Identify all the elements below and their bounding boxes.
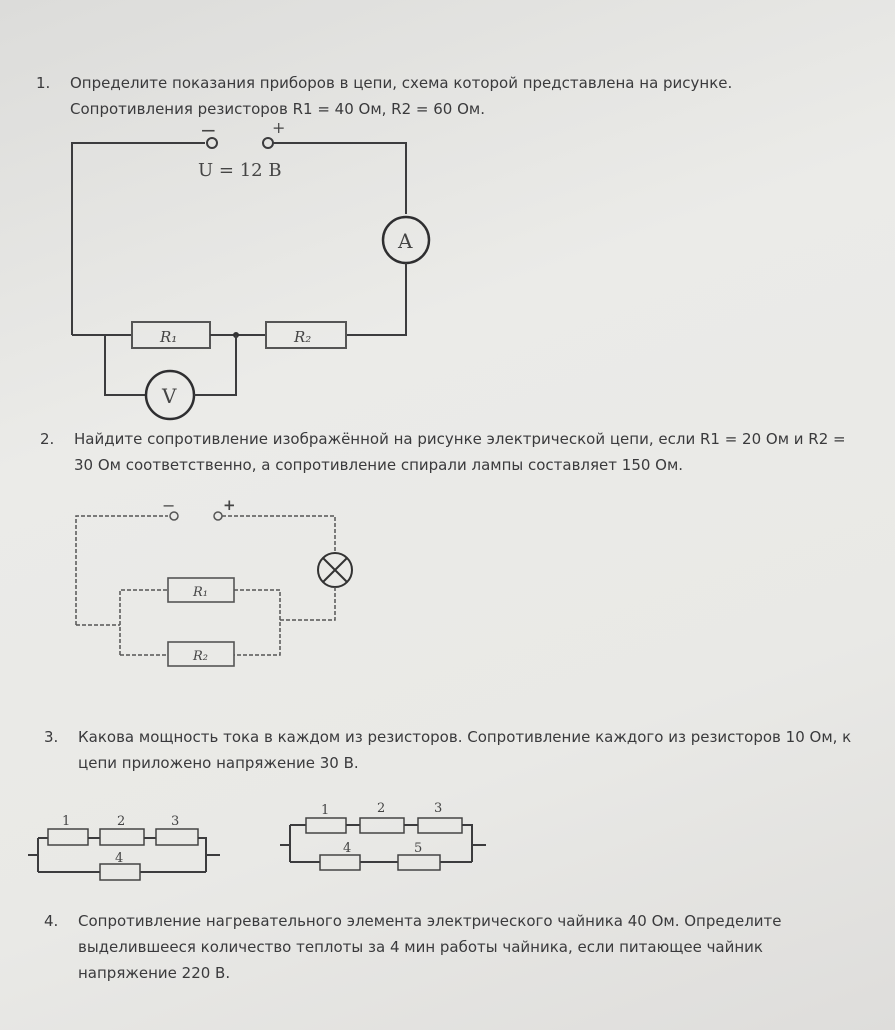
problem-text-line: Сопротивления резисторов R1 = 40 Ом, R2 = 60 Ом. [70, 100, 485, 118]
resistor-label: 3 [171, 814, 180, 829]
problem-text-line: цепи приложено напряжение 30 В. [78, 754, 359, 772]
problem-4 [44, 908, 782, 986]
resistor-2 [360, 818, 404, 833]
voltage-label: U = 12 В [198, 160, 282, 181]
wire [462, 825, 486, 862]
resistor-label: 1 [62, 814, 71, 829]
resistor-1 [48, 829, 88, 845]
resistor-label: 5 [414, 841, 423, 856]
ammeter-label: A [398, 229, 413, 253]
problem-text-line: 30 Ом соответственно, а сопротивление спирали лампы составляет 150 Ом. [74, 456, 684, 474]
resistor-5 [398, 855, 440, 870]
circuit-left [28, 814, 220, 880]
wire [28, 838, 48, 872]
resistor-label: 3 [434, 801, 443, 816]
plus-sign: + [272, 118, 286, 137]
problem-number: 2. [40, 430, 55, 448]
resistor-label: 1 [321, 803, 330, 818]
resistor-r2-label: R₂ [193, 649, 208, 664]
resistor-r1-label: R₁ [193, 585, 208, 600]
problem-text-line: Какова мощность тока в каждом из резисторов. Сопротивление каждого из резисторов 10 Ом, к [78, 728, 852, 746]
problem-text-line: выделившееся количество теплоты за 4 мин работы чайника, если питающее чайник [78, 938, 763, 956]
resistor-r1-label: R₁ [160, 328, 178, 346]
resistor-2 [100, 829, 144, 845]
problem-text-line: Сопротивление нагревательного элемента электрического чайника 40 Ом. Определите [78, 912, 782, 930]
resistor-label: 4 [343, 841, 352, 856]
problem-text-line: Найдите сопротивление изображённой на рисунке электрической цепи, если R1 = 20 Ом и R2 = [74, 430, 846, 448]
minus-sign: − [162, 496, 176, 515]
resistor-1 [306, 818, 346, 833]
problem-number: 1. [36, 74, 51, 92]
circuit-right [280, 801, 486, 870]
resistor-4 [320, 855, 360, 870]
resistor-label: 4 [115, 851, 124, 866]
problem-text-line: Определите показания приборов в цепи, схема которой представлена на рисунке. [70, 74, 733, 92]
resistor-4 [100, 864, 140, 880]
wire [280, 825, 306, 862]
resistor-label: 2 [377, 801, 386, 816]
plus-sign: + [223, 496, 236, 514]
resistor-3 [156, 829, 198, 845]
resistor-3 [418, 818, 462, 833]
problem-number: 3. [44, 728, 59, 746]
wire [198, 838, 220, 872]
problem-number: 4. [44, 912, 59, 930]
problem-text-line: напряжение 220 В. [78, 964, 231, 982]
resistor-label: 2 [117, 814, 126, 829]
resistor-r2-label: R₂ [294, 328, 312, 346]
minus-sign: − [200, 118, 217, 142]
voltmeter-label: V [162, 384, 177, 408]
